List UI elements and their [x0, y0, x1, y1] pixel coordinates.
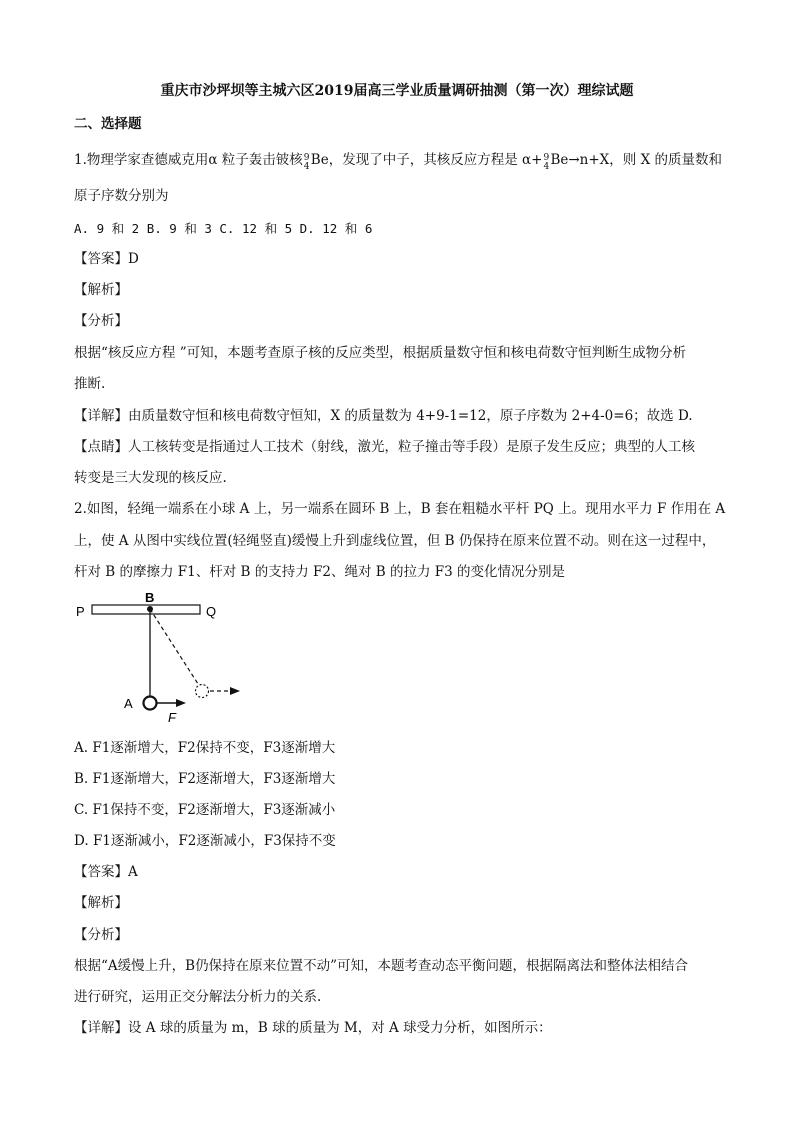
- page-title: 重庆市沙坪坝等主城六区2019届高三学业质量调研抽测（第一次）理综试题: [160, 83, 634, 99]
- be-mass-number-2: 9: [543, 153, 550, 163]
- q2-stem-line3: 杆对 B 的摩擦力 F1、杆对 B 的支持力 F2、绳对 B 的拉力 F3 的变化情况分别是: [74, 564, 566, 580]
- label-q: Q: [206, 604, 217, 619]
- q2-option-d-letter: D.: [74, 833, 89, 849]
- dashed-arrow-head: [230, 687, 240, 695]
- force-f-arrow-head: [176, 699, 186, 707]
- ball-a: [144, 697, 157, 710]
- q1-stem-part-a: 1.物理学家查德威克用α 粒子轰击铍核: [74, 152, 303, 168]
- q1-answer: 【答案】D: [74, 251, 139, 267]
- rod-pq: [92, 605, 200, 614]
- q2-option-c-letter: C.: [74, 802, 89, 818]
- q2-option-d: [74, 831, 336, 851]
- q1-point2: 转变是三大发现的核反应.: [74, 470, 227, 486]
- q2-option-d-text: F1逐渐减小，F2逐渐减小，F3保持不变: [92, 833, 336, 849]
- section-heading: 二、选择题: [74, 116, 142, 132]
- label-b: B: [145, 592, 155, 605]
- beryllium-nuclide: [303, 152, 311, 172]
- q2-answer: 【答案】A: [74, 864, 138, 880]
- q1-stem-line2: 原子序数分别为: [74, 188, 169, 204]
- q2-fenxi-text1: 根据“A缓慢上升，B仍保持在原来位置不动”可知，本题考查动态平衡问题，根据隔离法和整体法相结合: [74, 958, 688, 974]
- q1-analysis-label: 【解析】: [74, 282, 128, 298]
- rope-dashed: [150, 609, 200, 687]
- q2-option-a: [74, 738, 335, 758]
- q1-stem-line1: [74, 150, 722, 170]
- q2-stem-line2: 上，使 A 从图中实线位置(轻绳竖直)缓慢上升到虚线位置，但 B 仍保持在原来位置不动。则在这一过程中，: [74, 533, 716, 549]
- q2-option-b-letter: B.: [74, 771, 89, 787]
- be-mass-number: 9: [303, 153, 310, 163]
- q2-fenxi-text2: 进行研究，运用正交分解法分析力的关系.: [74, 989, 322, 1005]
- q1-options: A. 9 和 2 B. 9 和 3 C. 12 和 5 D. 12 和 6: [74, 221, 373, 236]
- label-f: F: [168, 710, 176, 725]
- q2-stem-line1: 2.如图，轻绳一端系在小球 A 上，另一端系在圆环 B 上，B 套在粗糙水平杆 PQ 上。现用水平力 F 作用在 A: [74, 501, 726, 517]
- q1-stem-part-c: Be→n+X，则 X 的质量数和: [550, 152, 722, 168]
- physics-diagram: [70, 592, 260, 727]
- q1-point1: 【点睛】人工核转变是指通过人工技术（射线，激光，粒子撞击等手段）是原子发生反应；典型的人工核: [74, 439, 695, 455]
- be-atomic-number: 4: [303, 162, 310, 172]
- q1-fenxi-text2: 推断.: [74, 376, 106, 392]
- q1-stem-part-b: ，发现了中子，其核反应方程是 α+: [328, 152, 543, 168]
- q2-fenxi-label: 【分析】: [74, 927, 128, 943]
- q2-option-a-text: F1逐渐增大，F2保持不变，F3逐渐增大: [92, 740, 336, 756]
- label-p: P: [76, 604, 85, 619]
- q2-detail: 【详解】设 A 球的质量为 m，B 球的质量为 M，对 A 球受力分析，如图所示：: [74, 1020, 552, 1036]
- q2-option-b: [74, 769, 335, 789]
- ball-a-dashed: [196, 685, 209, 698]
- ring-b: [147, 606, 153, 612]
- q2-option-b-text: F1逐渐增大，F2逐渐增大，F3逐渐增大: [92, 771, 336, 787]
- be-atomic-number-2: 4: [543, 162, 550, 172]
- be-symbol: Be: [310, 152, 329, 168]
- beryllium-nuclide-2: [542, 152, 550, 172]
- q1-fenxi-label: 【分析】: [74, 313, 128, 329]
- q2-option-c-text: F1保持不变，F2逐渐增大，F3逐渐减小: [92, 802, 336, 818]
- q1-detail: 【详解】由质量数守恒和核电荷数守恒知，X 的质量数为 4+9-1=12，原子序数为 2+4-0=6；故选 D.: [74, 408, 693, 424]
- label-a: A: [124, 696, 133, 711]
- q2-option-c: [74, 800, 335, 820]
- q2-option-a-letter: A.: [74, 740, 89, 756]
- q1-fenxi-text1: 根据“核反应方程 ”可知，本题考查原子核的反应类型，根据质量数守恒和核电荷数守恒判断生成物分析: [74, 345, 687, 361]
- q2-analysis-label: 【解析】: [74, 895, 128, 911]
